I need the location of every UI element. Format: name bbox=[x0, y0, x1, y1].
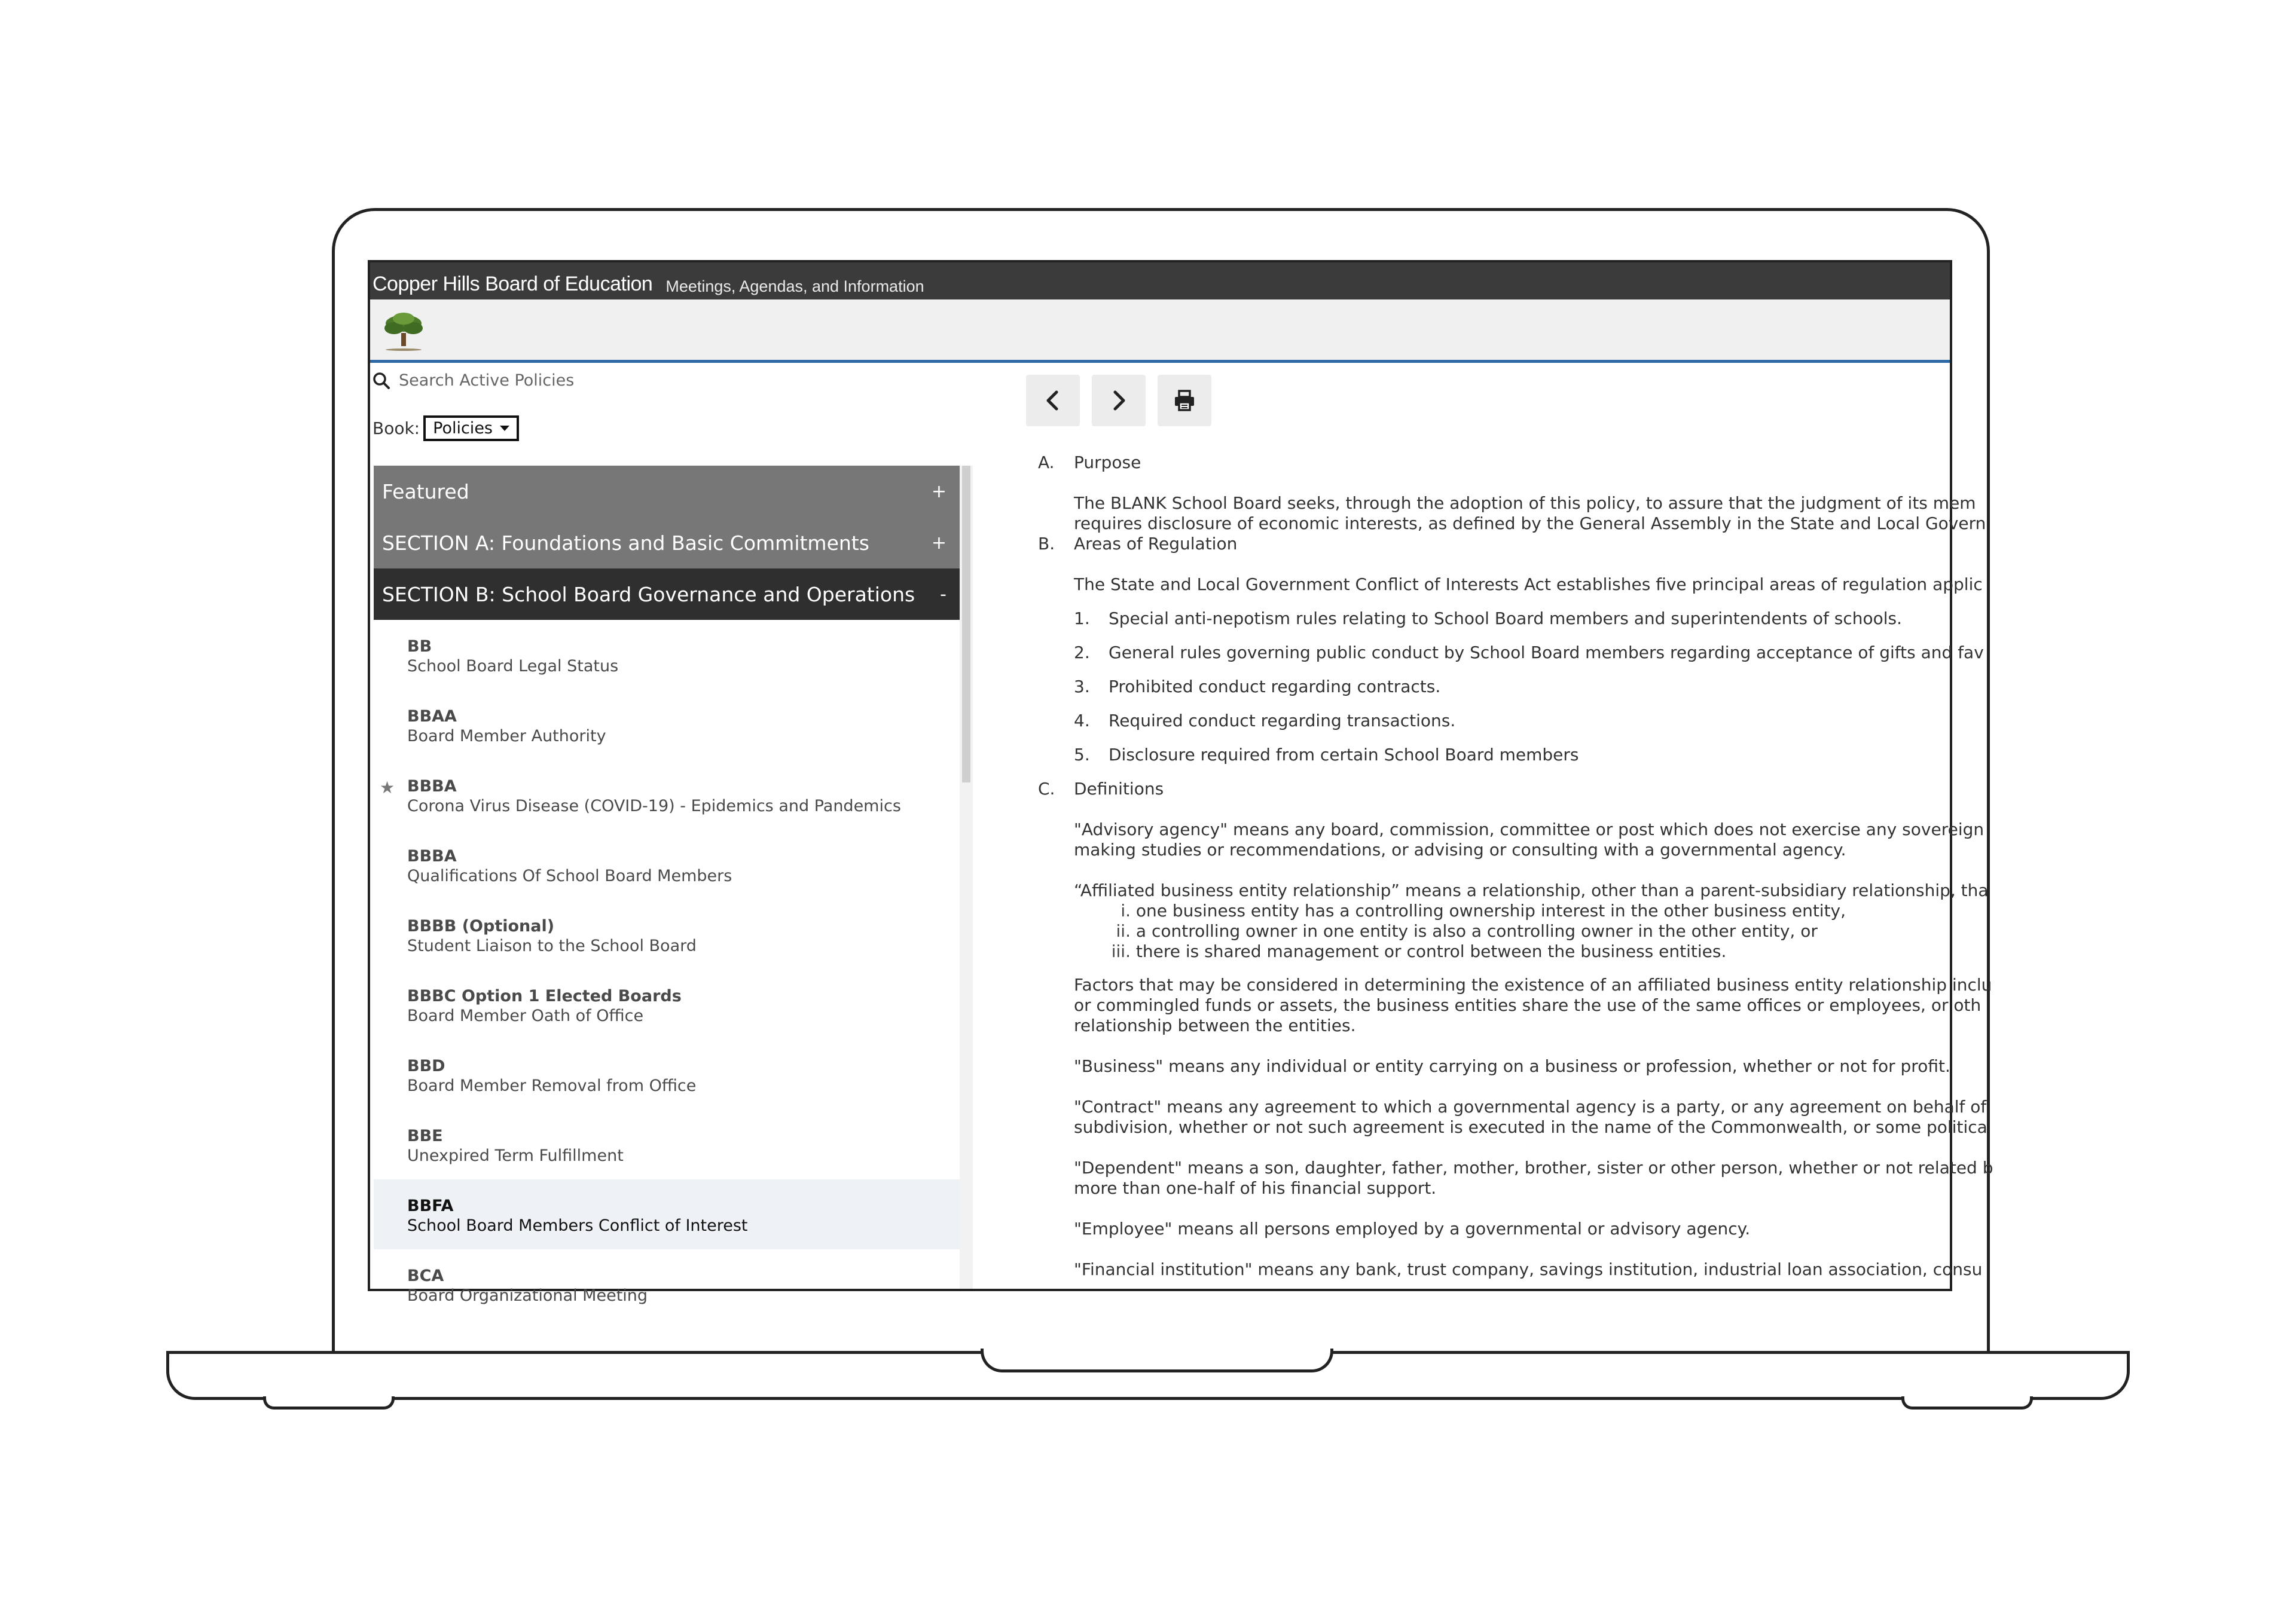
policy-item-bbbc[interactable] bbox=[374, 970, 960, 1039]
policy-item-bbbb[interactable] bbox=[374, 900, 960, 970]
policy-code: BBE bbox=[407, 1127, 443, 1145]
policy-code: BBFA bbox=[407, 1197, 454, 1215]
policy-item-bbba-covid[interactable] bbox=[374, 760, 960, 830]
policy-code: BBBB (Optional) bbox=[407, 917, 555, 935]
search-row bbox=[373, 371, 698, 390]
item-text: General rules governing public conduct by School Board members regarding acceptance of gifts and fav bbox=[1109, 643, 1984, 662]
item-number: 4. bbox=[1074, 711, 1090, 730]
affiliated-item bbox=[1074, 901, 1971, 921]
item-number: 2. bbox=[1074, 643, 1090, 662]
regulation-item bbox=[1038, 677, 1971, 711]
section-a[interactable] bbox=[374, 517, 960, 568]
policy-title: Board Member Oath of Office bbox=[407, 1007, 644, 1025]
next-button[interactable] bbox=[1092, 375, 1146, 426]
document-toolbar bbox=[1026, 375, 1211, 426]
section-label: SECTION B: School Board Governance and Operations bbox=[382, 582, 915, 606]
text-line: "Business" means any individual or entity carrying on a business or profession, whether or not for profit. bbox=[1074, 1056, 1950, 1076]
definition-contract bbox=[1038, 1097, 1987, 1138]
item-text: one business entity has a controlling ownership interest in the other business entity, bbox=[1135, 901, 1846, 921]
policy-item-bbaa[interactable] bbox=[374, 690, 960, 760]
item-number: iii. bbox=[1111, 941, 1131, 961]
policy-code: BCA bbox=[407, 1267, 444, 1285]
policy-title: Student Liaison to the School Board bbox=[407, 937, 697, 955]
book-label: Book: bbox=[373, 418, 420, 438]
definition-business bbox=[1038, 1056, 1971, 1077]
text-line: subdivision, whether or not such agreement is executed in the name of the Commonwealth, or some politica bbox=[1074, 1117, 1987, 1137]
policy-title: Corona Virus Disease (COVID-19) - Epidemics and Pandemics bbox=[407, 797, 901, 815]
text-line: "Employee" means all persons employed by a governmental or advisory agency. bbox=[1074, 1219, 1751, 1239]
app-subtitle: Meetings, Agendas, and Information bbox=[665, 277, 924, 295]
app-title[interactable]: Copper Hills Board of Education bbox=[373, 273, 653, 295]
text-line: The BLANK School Board seeks, through the adoption of this policy, to assure that the judgment of its mem bbox=[1074, 493, 1976, 513]
section-marker: A. bbox=[1038, 453, 1055, 472]
star-icon: ★ bbox=[380, 778, 395, 797]
text-line: "Dependent" means a son, daughter, father, mother, brother, sister or other person, whether or not related b bbox=[1074, 1158, 1993, 1178]
item-text: a controlling owner in one entity is also a controlling owner in the other entity, or bbox=[1135, 921, 1818, 941]
chevron-right-icon bbox=[1107, 389, 1131, 412]
policy-code: BBBA bbox=[407, 847, 457, 866]
definition-dependent bbox=[1038, 1158, 1993, 1199]
print-icon bbox=[1173, 389, 1196, 412]
policy-code: BBBA bbox=[407, 777, 457, 796]
text-line: “Affiliated business entity relationship” means a relationship, other than a parent-subsidiary relationship, tha bbox=[1074, 880, 1989, 900]
collapse-icon[interactable]: - bbox=[940, 583, 947, 605]
caret-down-icon bbox=[500, 426, 509, 431]
item-number: i. bbox=[1120, 901, 1131, 921]
regulation-item bbox=[1038, 643, 1984, 677]
policy-title: Board Organizational Meeting bbox=[407, 1286, 648, 1305]
policy-list bbox=[374, 466, 960, 1305]
section-featured[interactable] bbox=[374, 466, 960, 517]
text-line: requires disclosure of economic interests, as defined by the General Assembly in the State and Local Govern bbox=[1074, 513, 1986, 533]
search-icon bbox=[373, 372, 390, 390]
section-label: Featured bbox=[382, 479, 469, 503]
item-number: 3. bbox=[1074, 677, 1090, 696]
section-heading-a bbox=[1038, 453, 1971, 493]
section-title: Areas of Regulation bbox=[1074, 534, 1238, 554]
book-select[interactable] bbox=[423, 415, 519, 441]
item-text: Special anti-nepotism rules relating to School Board members and superintendents of schools. bbox=[1109, 609, 1903, 628]
search-input[interactable] bbox=[399, 371, 698, 390]
item-number: 1. bbox=[1074, 609, 1090, 628]
text-line: relationship between the entities. bbox=[1074, 1016, 1356, 1035]
policy-item-bbfa[interactable] bbox=[374, 1179, 960, 1249]
policy-title: School Board Legal Status bbox=[407, 657, 619, 675]
app-screen bbox=[368, 260, 1993, 1305]
affiliated-item bbox=[1074, 941, 1971, 962]
section-heading-b bbox=[1038, 534, 1971, 574]
book-select-value: Policies bbox=[433, 419, 493, 438]
item-text: Prohibited conduct regarding contracts. bbox=[1109, 677, 1441, 696]
definition-advisory-agency bbox=[1038, 820, 1984, 860]
item-number: 5. bbox=[1074, 745, 1090, 765]
policy-code: BBAA bbox=[407, 707, 457, 726]
item-text: Required conduct regarding transactions. bbox=[1109, 711, 1456, 730]
expand-icon[interactable]: + bbox=[931, 481, 947, 502]
policy-list-scrollbar[interactable] bbox=[960, 466, 973, 1289]
affiliated-item bbox=[1074, 921, 1971, 941]
policy-item-bca[interactable] bbox=[374, 1249, 960, 1319]
regulation-item bbox=[1038, 711, 1971, 745]
factors-paragraph bbox=[1038, 975, 1992, 1036]
laptop-foot-left bbox=[263, 1396, 395, 1410]
text-line: or commingled funds or assets, the business entities share the use of the same offices or employees, or oth bbox=[1074, 995, 1981, 1015]
chevron-left-icon bbox=[1041, 389, 1065, 412]
policy-document-pane bbox=[1026, 363, 1993, 1289]
laptop-foot-right bbox=[1901, 1396, 2033, 1410]
section-marker: B. bbox=[1038, 534, 1055, 554]
policy-code: BBBC Option 1 Elected Boards bbox=[407, 987, 682, 1005]
policy-title: Board Member Authority bbox=[407, 727, 606, 745]
policy-item-bbe[interactable] bbox=[374, 1109, 960, 1179]
policy-navigator bbox=[370, 363, 968, 1305]
item-number: ii. bbox=[1116, 921, 1131, 941]
text-line: "Financial institution" means any bank, trust company, savings institution, industrial loan association, consu bbox=[1074, 1259, 1983, 1279]
top-bar bbox=[370, 262, 1950, 299]
book-row bbox=[373, 415, 519, 441]
definition-affiliated-business bbox=[1038, 880, 1989, 962]
policy-code: BB bbox=[407, 637, 432, 656]
purpose-paragraph bbox=[1038, 493, 1986, 534]
text-line: "Contract" means any agreement to which a governmental agency is a party, or any agreement on behalf of bbox=[1074, 1097, 1987, 1117]
policy-title: Qualifications Of School Board Members bbox=[407, 867, 732, 885]
section-heading-c bbox=[1038, 779, 1971, 820]
text-line: Factors that may be considered in determining the existence of an affiliated business entity relationship inclu bbox=[1074, 975, 1992, 995]
text-line: making studies or recommendations, or advising or consulting with a governmental agency. bbox=[1074, 840, 1846, 860]
policy-title: Board Member Removal from Office bbox=[407, 1077, 697, 1095]
policy-title: School Board Members Conflict of Interest bbox=[407, 1216, 748, 1235]
regulation-intro bbox=[1038, 574, 1983, 595]
section-label: SECTION A: Foundations and Basic Commitments bbox=[382, 531, 869, 555]
definition-employee bbox=[1038, 1219, 1971, 1239]
previous-button[interactable] bbox=[1026, 375, 1080, 426]
policy-code: BBD bbox=[407, 1057, 445, 1075]
policy-title: Unexpired Term Fulfillment bbox=[407, 1146, 624, 1165]
text-line: The State and Local Government Conflict of Interests Act establishes five principal areas of regulation applic bbox=[1074, 574, 1983, 594]
section-marker: C. bbox=[1038, 779, 1055, 799]
text-line: more than one-half of his financial support. bbox=[1074, 1178, 1437, 1198]
main-content bbox=[370, 363, 1993, 1305]
laptop-notch bbox=[981, 1349, 1333, 1372]
regulation-item bbox=[1038, 609, 1971, 643]
policy-document bbox=[1038, 453, 1993, 1300]
scroll-thumb[interactable] bbox=[962, 466, 970, 782]
logo-strip bbox=[370, 299, 1950, 363]
item-text: there is shared management or control between the business entities. bbox=[1135, 941, 1727, 961]
regulation-item bbox=[1038, 745, 1971, 779]
tree-logo-icon[interactable] bbox=[380, 310, 428, 351]
policy-item-bbd[interactable] bbox=[374, 1039, 960, 1109]
section-title: Definitions bbox=[1074, 779, 1164, 799]
section-title: Purpose bbox=[1074, 453, 1141, 472]
policy-item-bb[interactable] bbox=[374, 620, 960, 690]
text-line: "Advisory agency" means any board, commission, committee or post which does not exercise any sovereign bbox=[1074, 820, 1984, 839]
section-b[interactable] bbox=[374, 568, 960, 620]
print-button[interactable] bbox=[1158, 375, 1211, 426]
expand-icon[interactable]: + bbox=[931, 532, 947, 554]
definition-financial-institution bbox=[1038, 1259, 1983, 1280]
item-text: Disclosure required from certain School Board members bbox=[1109, 745, 1579, 765]
policy-item-bbba[interactable] bbox=[374, 830, 960, 900]
